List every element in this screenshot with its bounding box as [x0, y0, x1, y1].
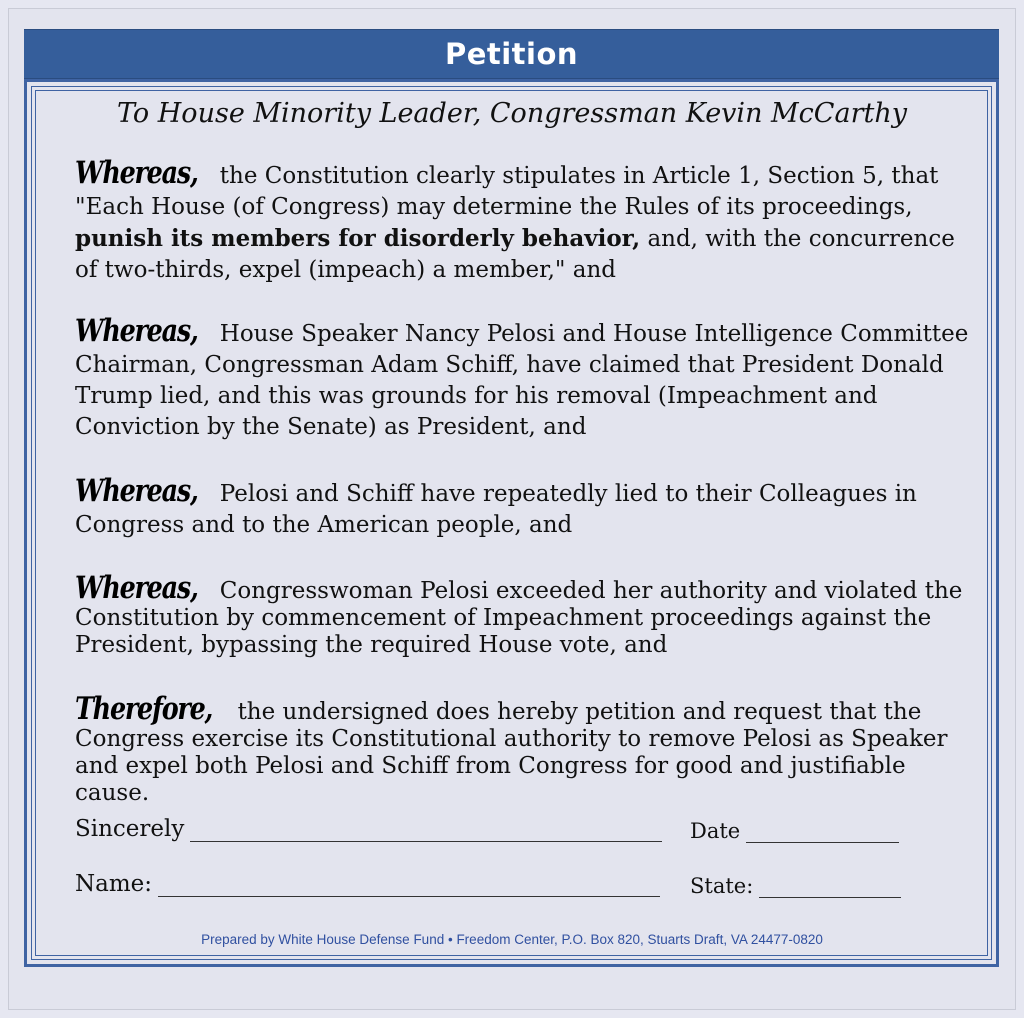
paragraph-bold-text: punish its members for disorderly behavior,: [75, 225, 641, 252]
paragraph-lead-word: Whereas,: [75, 473, 198, 509]
whereas-paragraph-1: [75, 155, 975, 286]
addressee-line: To House Minority Leader, Congressman Kevin McCarthy: [117, 98, 907, 129]
paragraph-lead-word: Therefore,: [75, 691, 213, 727]
paragraph-lead-word: Whereas,: [75, 155, 198, 191]
date-line[interactable]: [746, 818, 899, 843]
name-row: [75, 871, 660, 897]
petition-header: [24, 29, 999, 80]
date-label: Date: [690, 819, 741, 843]
date-row: [690, 818, 899, 843]
therefore-paragraph: [75, 691, 975, 807]
paragraph-text: the undersigned does hereby petition and request that the Congress exercise its Constitutional authority to remove Pelosi as Speaker and expel both Pelosi and Schiff from Congress for good and justifiable cause.: [75, 699, 948, 806]
paragraph-lead-word: Whereas,: [75, 570, 198, 606]
paragraph-text: House Speaker Nancy Pelosi and House Intelligence Committee Chairman, Congressman Adam Schiff, have claimed that President Donald Trump lied, and this was grounds for his removal (Impeachment and Conviction by the Senate) as President, and: [75, 321, 969, 440]
signature-line[interactable]: [190, 817, 662, 842]
paragraph-text: the Constitution clearly stipulates in Article 1, Section 5, that "Each House (of Congress) may determine the Rules of its proceedings,: [75, 163, 939, 220]
state-label: State:: [690, 874, 754, 898]
paragraph-text: Congresswoman Pelosi exceeded her authority and violated the Constitution by commencement of Impeachment proceedings against the President, bypassing the required House vote, and: [75, 578, 963, 658]
state-line[interactable]: [759, 873, 901, 898]
whereas-paragraph-2: [75, 313, 975, 443]
whereas-paragraph-3: [75, 473, 975, 541]
sincerely-label: Sincerely: [75, 816, 185, 842]
paragraph-text: and, with the concurrence of two-thirds, expel (impeach) a member," and: [75, 226, 955, 283]
sincerely-row: [75, 816, 662, 842]
name-label: Name:: [75, 871, 153, 897]
paragraph-text: Pelosi and Schiff have repeatedly lied to their Colleagues in Congress and to the American people, and: [75, 481, 917, 538]
petition-title: Petition: [444, 37, 579, 71]
state-row: [690, 873, 901, 898]
whereas-paragraph-4: [75, 570, 975, 659]
name-line[interactable]: [158, 872, 660, 897]
paragraph-lead-word: Whereas,: [75, 313, 198, 349]
footer-credit: Prepared by White House Defense Fund • Freedom Center, P.O. Box 820, Stuarts Draft, VA 24477-0820: [201, 932, 823, 947]
